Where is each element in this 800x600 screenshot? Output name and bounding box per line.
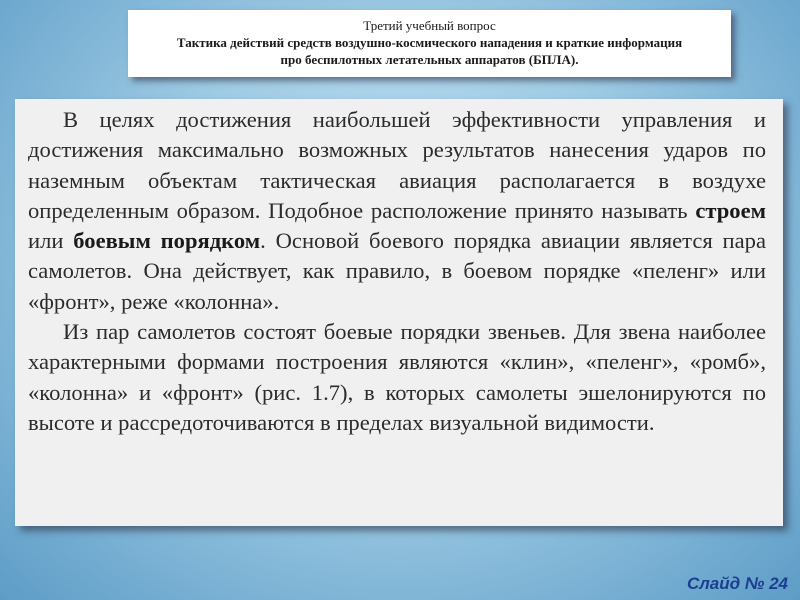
slide-title: Тактика действий средств воздушно-космического нападения и краткие информация про беспилотных летательных аппаратов (БПЛА). bbox=[176, 35, 683, 67]
paragraph-1-text-b: или bbox=[28, 228, 74, 254]
term-stroy: строем bbox=[695, 197, 766, 223]
paragraph-1-text-a: В целях достижения наибольшей эффективности управления и достижения максимально возможных результатов нанесения ударов по наземным объектам тактическая авиация располагается в воздухе определенным образом. Подобное расположение принято называть bbox=[28, 107, 766, 223]
paragraph-1 bbox=[28, 105, 766, 317]
header-box bbox=[128, 10, 731, 77]
term-boevoy-poryadok: боевым порядком bbox=[73, 228, 261, 254]
paragraph-1-text-c: . Основой боевого порядка авиации является пара самолетов. Она действует, как правило, в боевом порядке «пеленг» или «фронт», реже «колонна». bbox=[28, 228, 766, 314]
paragraph-2: Из пар самолетов состоят боевые порядки звеньев. Для звена наиболее характерными формами построения являются «клин», «пеленг», «ромб», «колонна» и «фронт» (рис. 1.7), в которых самолеты эшелонируются по высоте и рассредоточиваются в пределах визуальной видимости. bbox=[28, 319, 766, 435]
slide-number: Слайд № 24 bbox=[686, 574, 788, 593]
section-kicker: Третий учебный вопрос bbox=[363, 18, 496, 33]
body-text-box bbox=[15, 99, 783, 526]
